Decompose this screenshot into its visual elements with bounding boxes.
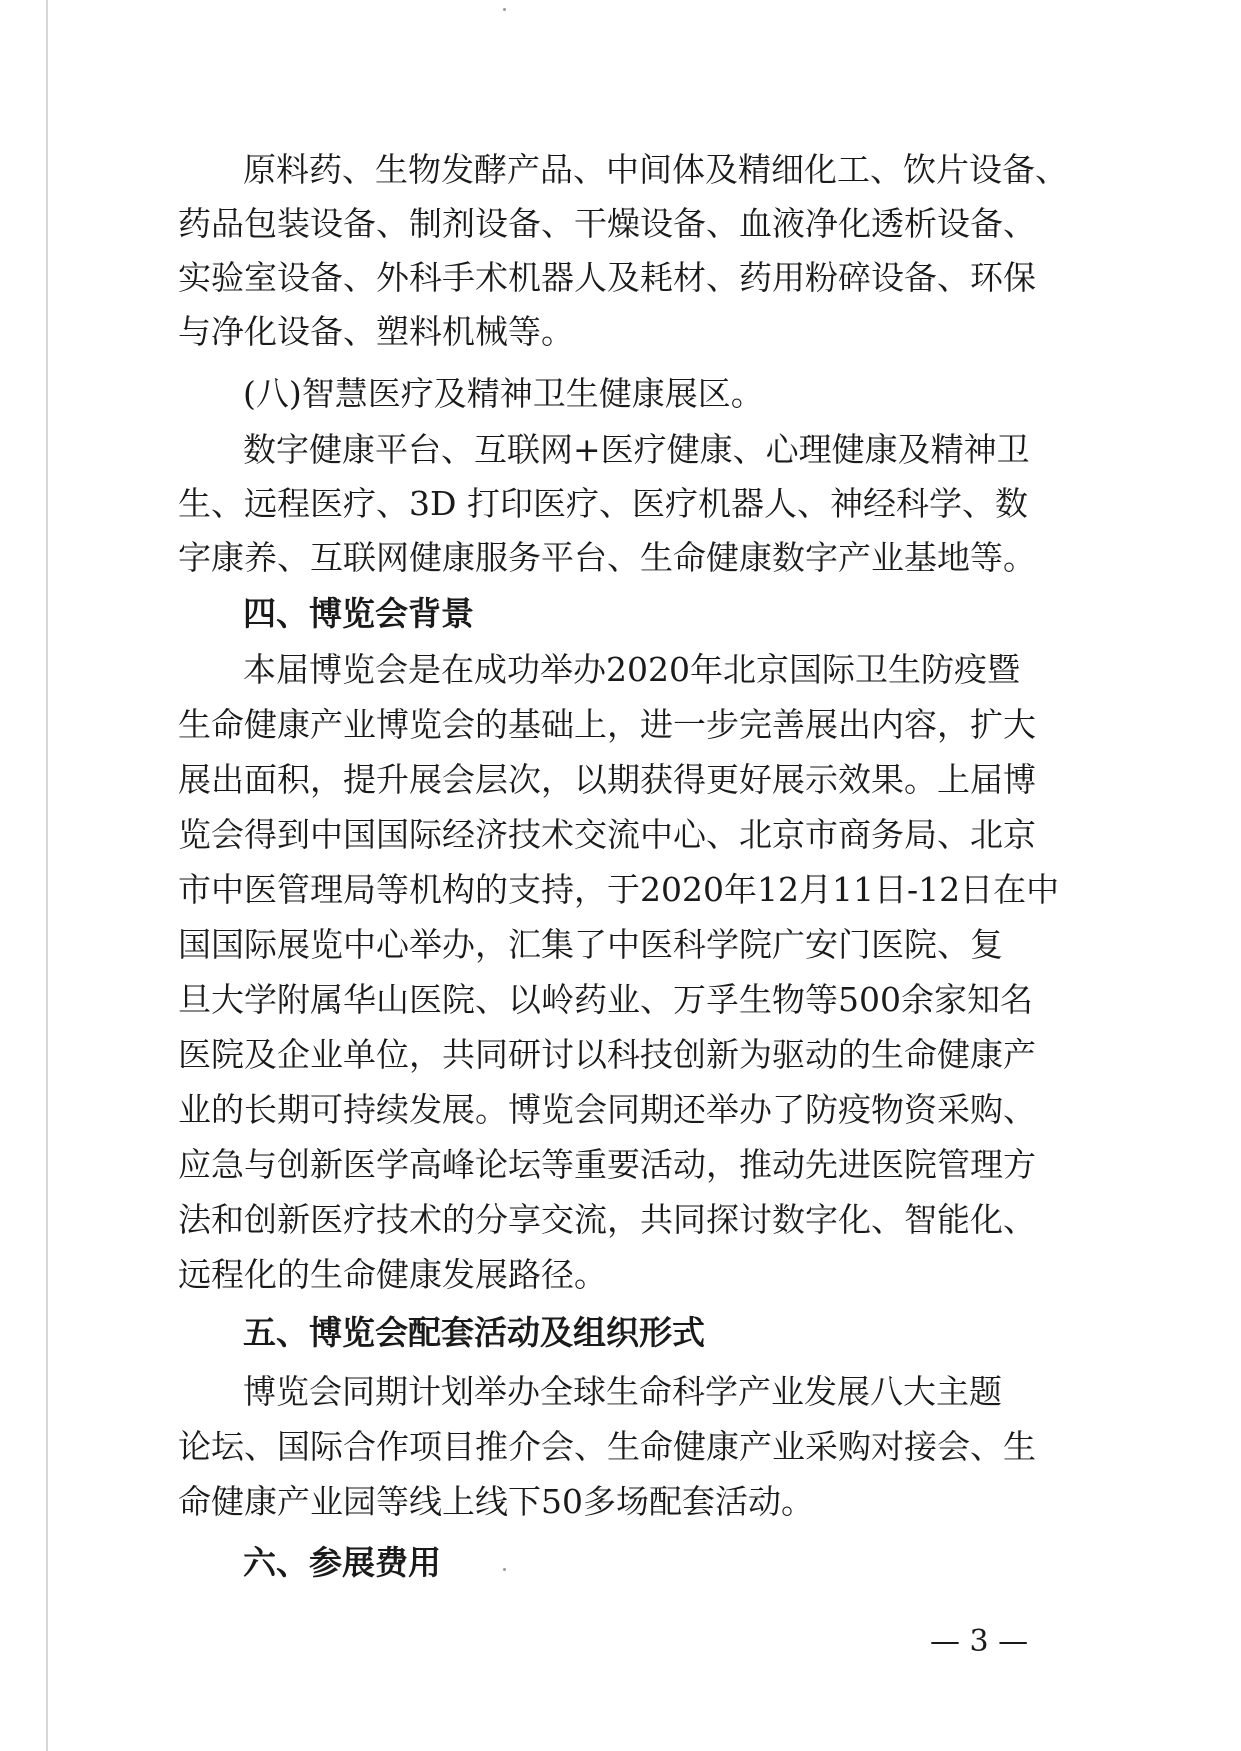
paragraph-line: 命健康产业园等线上线下50多场配套活动。	[178, 1482, 814, 1521]
paragraph-line: 医院及企业单位，共同研讨以科技创新为驱动的生命健康产	[178, 1035, 1036, 1074]
paragraph-line: 生、远程医疗、3D 打印医疗、医疗机器人、神经科学、数	[178, 484, 1028, 523]
paragraph-line: 国国际展览中心举办，汇集了中医科学院广安门医院、复	[178, 925, 1003, 964]
section-heading: 四、博览会背景	[243, 594, 474, 633]
paragraph-line: 字康养、互联网健康服务平台、生命健康数字产业基地等。	[178, 538, 1036, 577]
paragraph-line: 数字健康平台、互联网+医疗健康、心理健康及精神卫	[243, 430, 1030, 469]
paragraph-line: 药品包装设备、制剂设备、干燥设备、血液净化透析设备、	[178, 204, 1036, 243]
paragraph-line: 原料药、生物发酵产品、中间体及精细化工、饮片设备、	[243, 150, 1068, 189]
paragraph-line: 与净化设备、塑料机械等。	[178, 312, 574, 351]
paragraph-line: 应急与创新医学高峰论坛等重要活动，推动先进医院管理方	[178, 1145, 1036, 1184]
paragraph-line: 市中医管理局等机构的支持，于2020年12月11日-12日在中	[178, 870, 1060, 909]
subsection-heading: (八)智慧医疗及精神卫生健康展区。	[243, 374, 764, 413]
page-left-border	[46, 0, 48, 1751]
paragraph-line: 实验室设备、外科手术机器人及耗材、药用粉碎设备、环保	[178, 258, 1036, 297]
page-number: — 3 —	[930, 1624, 1029, 1659]
paragraph-line: 展出面积，提升展会层次，以期获得更好展示效果。上届博	[178, 760, 1036, 799]
paragraph-line: 生命健康产业博览会的基础上，进一步完善展出内容，扩大	[178, 705, 1036, 744]
paragraph-line: 旦大学附属华山医院、以岭药业、万孚生物等500余家知名	[178, 980, 1033, 1019]
section-heading: 六、参展费用	[243, 1543, 441, 1582]
paragraph-line: 法和创新医疗技术的分享交流，共同探讨数字化、智能化、	[178, 1200, 1036, 1239]
paragraph-line: 本届博览会是在成功举办2020年北京国际卫生防疫暨	[243, 650, 1020, 689]
scan-mark	[503, 8, 506, 11]
paragraph-line: 远程化的生命健康发展路径。	[178, 1255, 607, 1294]
scan-mark	[503, 1568, 506, 1571]
paragraph-line: 论坛、国际合作项目推介会、生命健康产业采购对接会、生	[178, 1427, 1036, 1466]
paragraph-line: 览会得到中国国际经济技术交流中心、北京市商务局、北京	[178, 815, 1036, 854]
paragraph-line: 业的长期可持续发展。博览会同期还举办了防疫物资采购、	[178, 1090, 1036, 1129]
paragraph-line: 博览会同期计划举办全球生命科学产业发展八大主题	[243, 1372, 1002, 1411]
section-heading: 五、博览会配套活动及组织形式	[243, 1313, 705, 1352]
